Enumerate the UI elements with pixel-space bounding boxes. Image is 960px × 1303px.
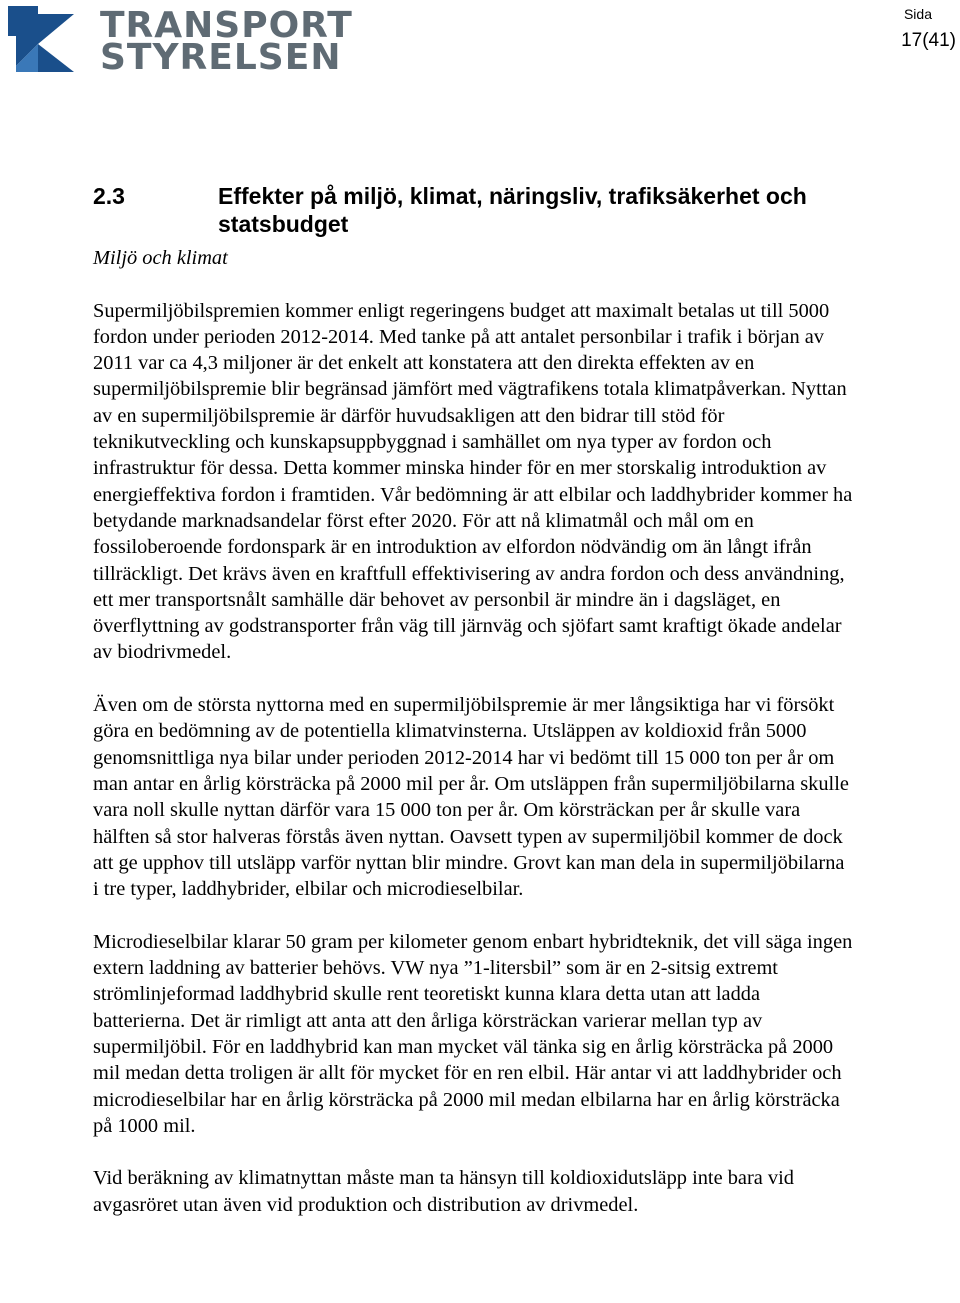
page-label: Sida	[903, 6, 932, 22]
section-title: Effekter på miljö, klimat, näringsliv, trafiksäkerhet och statsbudget	[218, 183, 807, 237]
logo-text-line2: STYRELSEN	[100, 37, 342, 78]
page-number: 17(41)	[901, 30, 956, 51]
paragraph: Även om de största nyttorna med en supermiljöbilspremie är mer långsiktiga har vi försökt göra en bedömning av de potentiella klimatvinsterna. Utsläppen av koldioxid från 5000 genomsnittliga nya bilar under perioden 2012-2014 har vi bedömt till 15 000 ton per år om man antar en årlig körsträcka på 2000 mil per år. Om utsläppen från supermiljöbilarna skulle vara noll skulle nyttan därför vara 15 000 ton per år. Om körsträckan per år skulle vara hälften så stor halveras förstås även nyttan. Oavsett typen av supermiljöbil kommer de dock att ge upphov till utsläpp varför nyttan blir mindre. Grovt kan man dela in supermiljöbilarna i tre typer, laddhybrider, elbilar och microdieselbilar.	[93, 694, 849, 901]
document-body	[93, 245, 853, 1244]
logo-mark-icon	[8, 6, 78, 72]
logo-text-line1: TRANSPORT	[100, 5, 353, 46]
transportstyrelsen-logo	[8, 5, 353, 78]
paragraph: Vid beräkning av klimatnyttan måste man ta hänsyn till koldioxidutsläpp inte bara vid avgasröret utan även vid produktion och distribution av drivmedel.	[93, 1167, 794, 1216]
subheading: Miljö och klimat	[93, 247, 228, 269]
section-number: 2.3	[93, 183, 125, 209]
paragraph: Supermiljöbilspremien kommer enligt regeringens budget att maximalt betalas ut till 5000 fordon under perioden 2012-2014. Med tanke på att antalet personbilar i trafik i början av 2011 var ca 4,3 miljoner är det enkelt att konstatera att den direkta effekten av en supermiljöbilspremie blir begränsad jämfört med vägtrafikens totala klimatpåverkan. Nyttan av en supermiljöbilspremie är därför huvudsakligen att den bidrar till stöd för teknikutveckling och kunskapsuppbyggnad i samhället om nya typer av fordon och infrastruktur för dessa. Detta kommer minska hinder för en mer storskalig introduktion av energieffektiva fordon i framtiden. Vår bedömning är att elbilar och laddhybrider kommer ha betydande marknadsandelar först efter 2020. För att nå klimatmål och mål om en fossiloberoende fordonspark är en introduktion av elfordon nödvändig om än långt ifrån tillräckligt. Det krävs även en kraftfull effektivisering av andra fordon och dess användning, ett mer transportsnålt samhälle där behovet av personbil är mindre än i dagsläget, en överflyttning av godstransporter från väg till järnväg och sjöfart samt kraftigt ökade andelar av biodrivmedel.	[93, 299, 853, 664]
paragraph: Microdieselbilar klarar 50 gram per kilometer genom enbart hybridteknik, det vill säga ingen extern laddning av batterier behövs. VW nya ”1-litersbil” som är en 2-sitsig extremt strömlinjeformad laddhybrid skulle rent teoretiskt kunna klara detta utan att ladda batterierna. Det är rimligt att anta att den årliga körsträckan varierar mellan typ av supermiljöbil. För en laddhybrid kan man mycket väl tänka sig en årlig körsträcka på 2000 mil medan detta troligen är allt för mycket för en ren elbil. Här antar vi att laddhybrider och microdieselbilar har en årlig körsträcka på 2000 mil medan elbilarna har en årlig körsträcka på 1000 mil.	[93, 930, 853, 1137]
